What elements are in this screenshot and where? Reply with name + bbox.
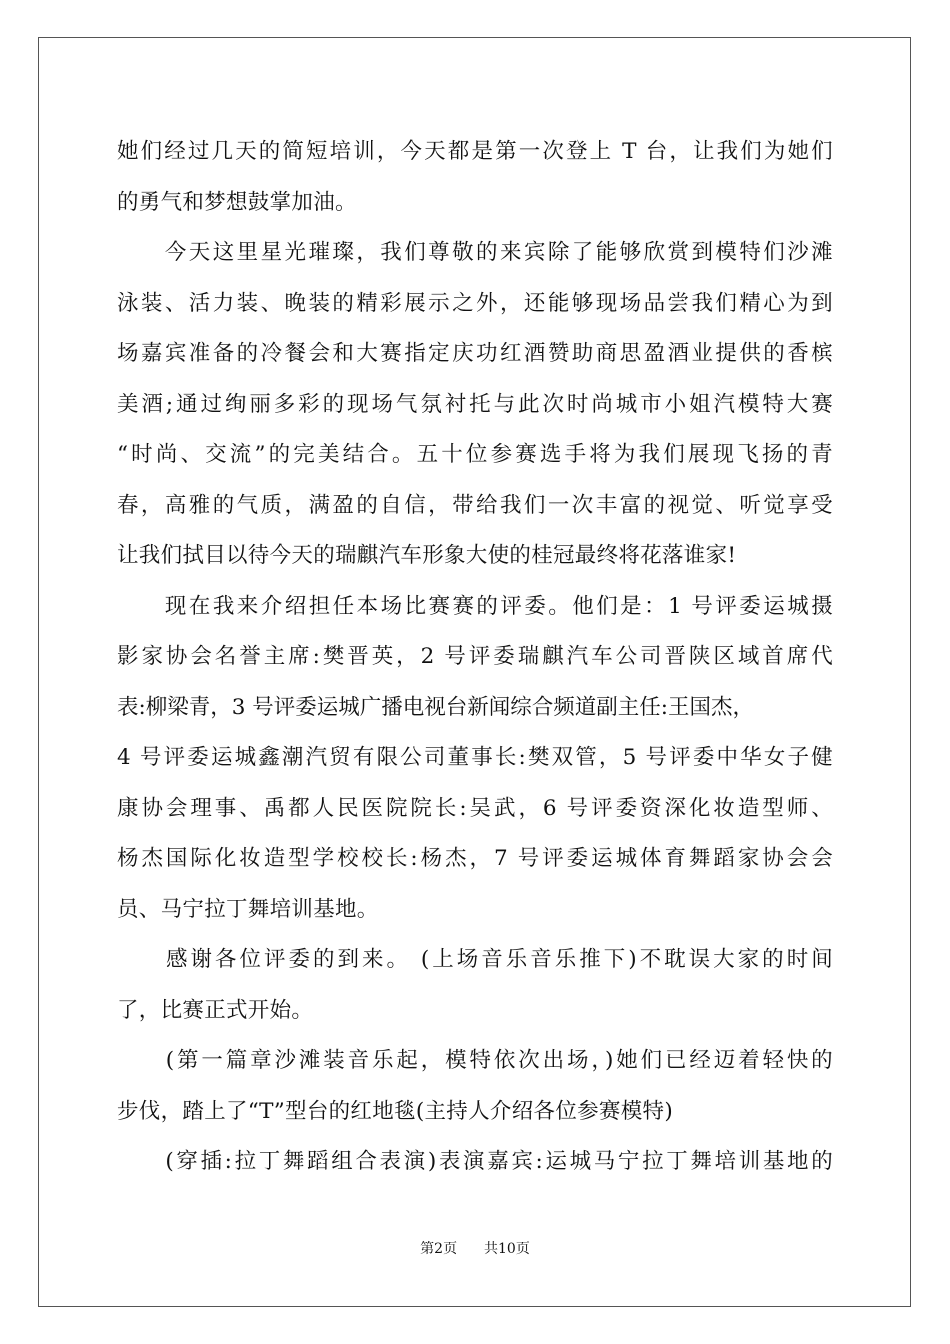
text-line: 场嘉宾准备的冷餐会和大赛指定庆功红酒赞助商思盈酒业提供的香槟 [117,341,833,366]
text-line: 的勇气和梦想鼓掌加油。 [117,189,357,215]
text-line: “时尚、交流”的完美结合。五十位参赛选手将为我们展现飞扬的青 [117,442,833,467]
text-line: 杨杰国际化妆造型学校校长:杨杰，7 号评委运城体育舞蹈家协会会 [117,846,833,871]
text-line: 步伐，踏上了“T”型台的红地毯(主持人介绍各位参赛模特) [117,1098,674,1124]
text-line: 春，高雅的气质，满盈的自信，带给我们一次丰富的视觉、听觉享受 [117,492,833,518]
total-pages: 共10页 [484,1241,530,1257]
text-line: 今天这里星光璀璨，我们尊敬的来宾除了能够欣赏到模特们沙滩 [117,240,833,265]
text-line: 她们经过几天的简短培训，今天都是第一次登上 T 台，让我们为她们 [117,139,833,164]
page-number: 第2页 [420,1241,458,1257]
text-line: 了，比赛正式开始。 [117,997,314,1023]
text-line: 泳装、活力装、晚装的精彩展示之外，还能够现场品尝我们精心为到 [117,290,833,316]
text-line: 影家协会名誉主席:樊晋英，2 号评委瑞麒汽车公司晋陕区域首席代 [117,644,833,669]
page-footer [0,1240,950,1258]
text-line: 表:柳梁青，3 号评委运城广播电视台新闻综合频道副主任:王国杰， [117,694,755,720]
document-body [117,127,833,1188]
text-line: (穿插:拉丁舞蹈组合表演)表演嘉宾:运城马宁拉丁舞培训基地的 [117,1149,833,1174]
text-line: 感谢各位评委的到来。 (上场音乐音乐推下)不耽误大家的时间 [117,947,833,972]
text-line: 现在我来介绍担任本场比赛赛的评委。他们是：1 号评委运城摄 [117,593,833,619]
text-line: (第一篇章沙滩装音乐起，模特依次出场，)她们已经迈着轻快的 [117,1048,833,1073]
text-line: 康协会理事、禹都人民医院院长:吴武，6 号评委资深化妆造型师、 [117,795,833,821]
text-line: 员、马宁拉丁舞培训基地。 [117,896,379,922]
text-line: 4 号评委运城鑫潮汽贸有限公司董事长:樊双管，5 号评委中华女子健 [117,745,833,770]
text-line: 让我们拭目以待今天的瑞麒汽车形象大使的桂冠最终将花落谁家! [117,543,737,568]
text-line: 美酒;通过绚丽多彩的现场气氛衬托与此次时尚城市小姐汽模特大赛 [117,391,833,417]
